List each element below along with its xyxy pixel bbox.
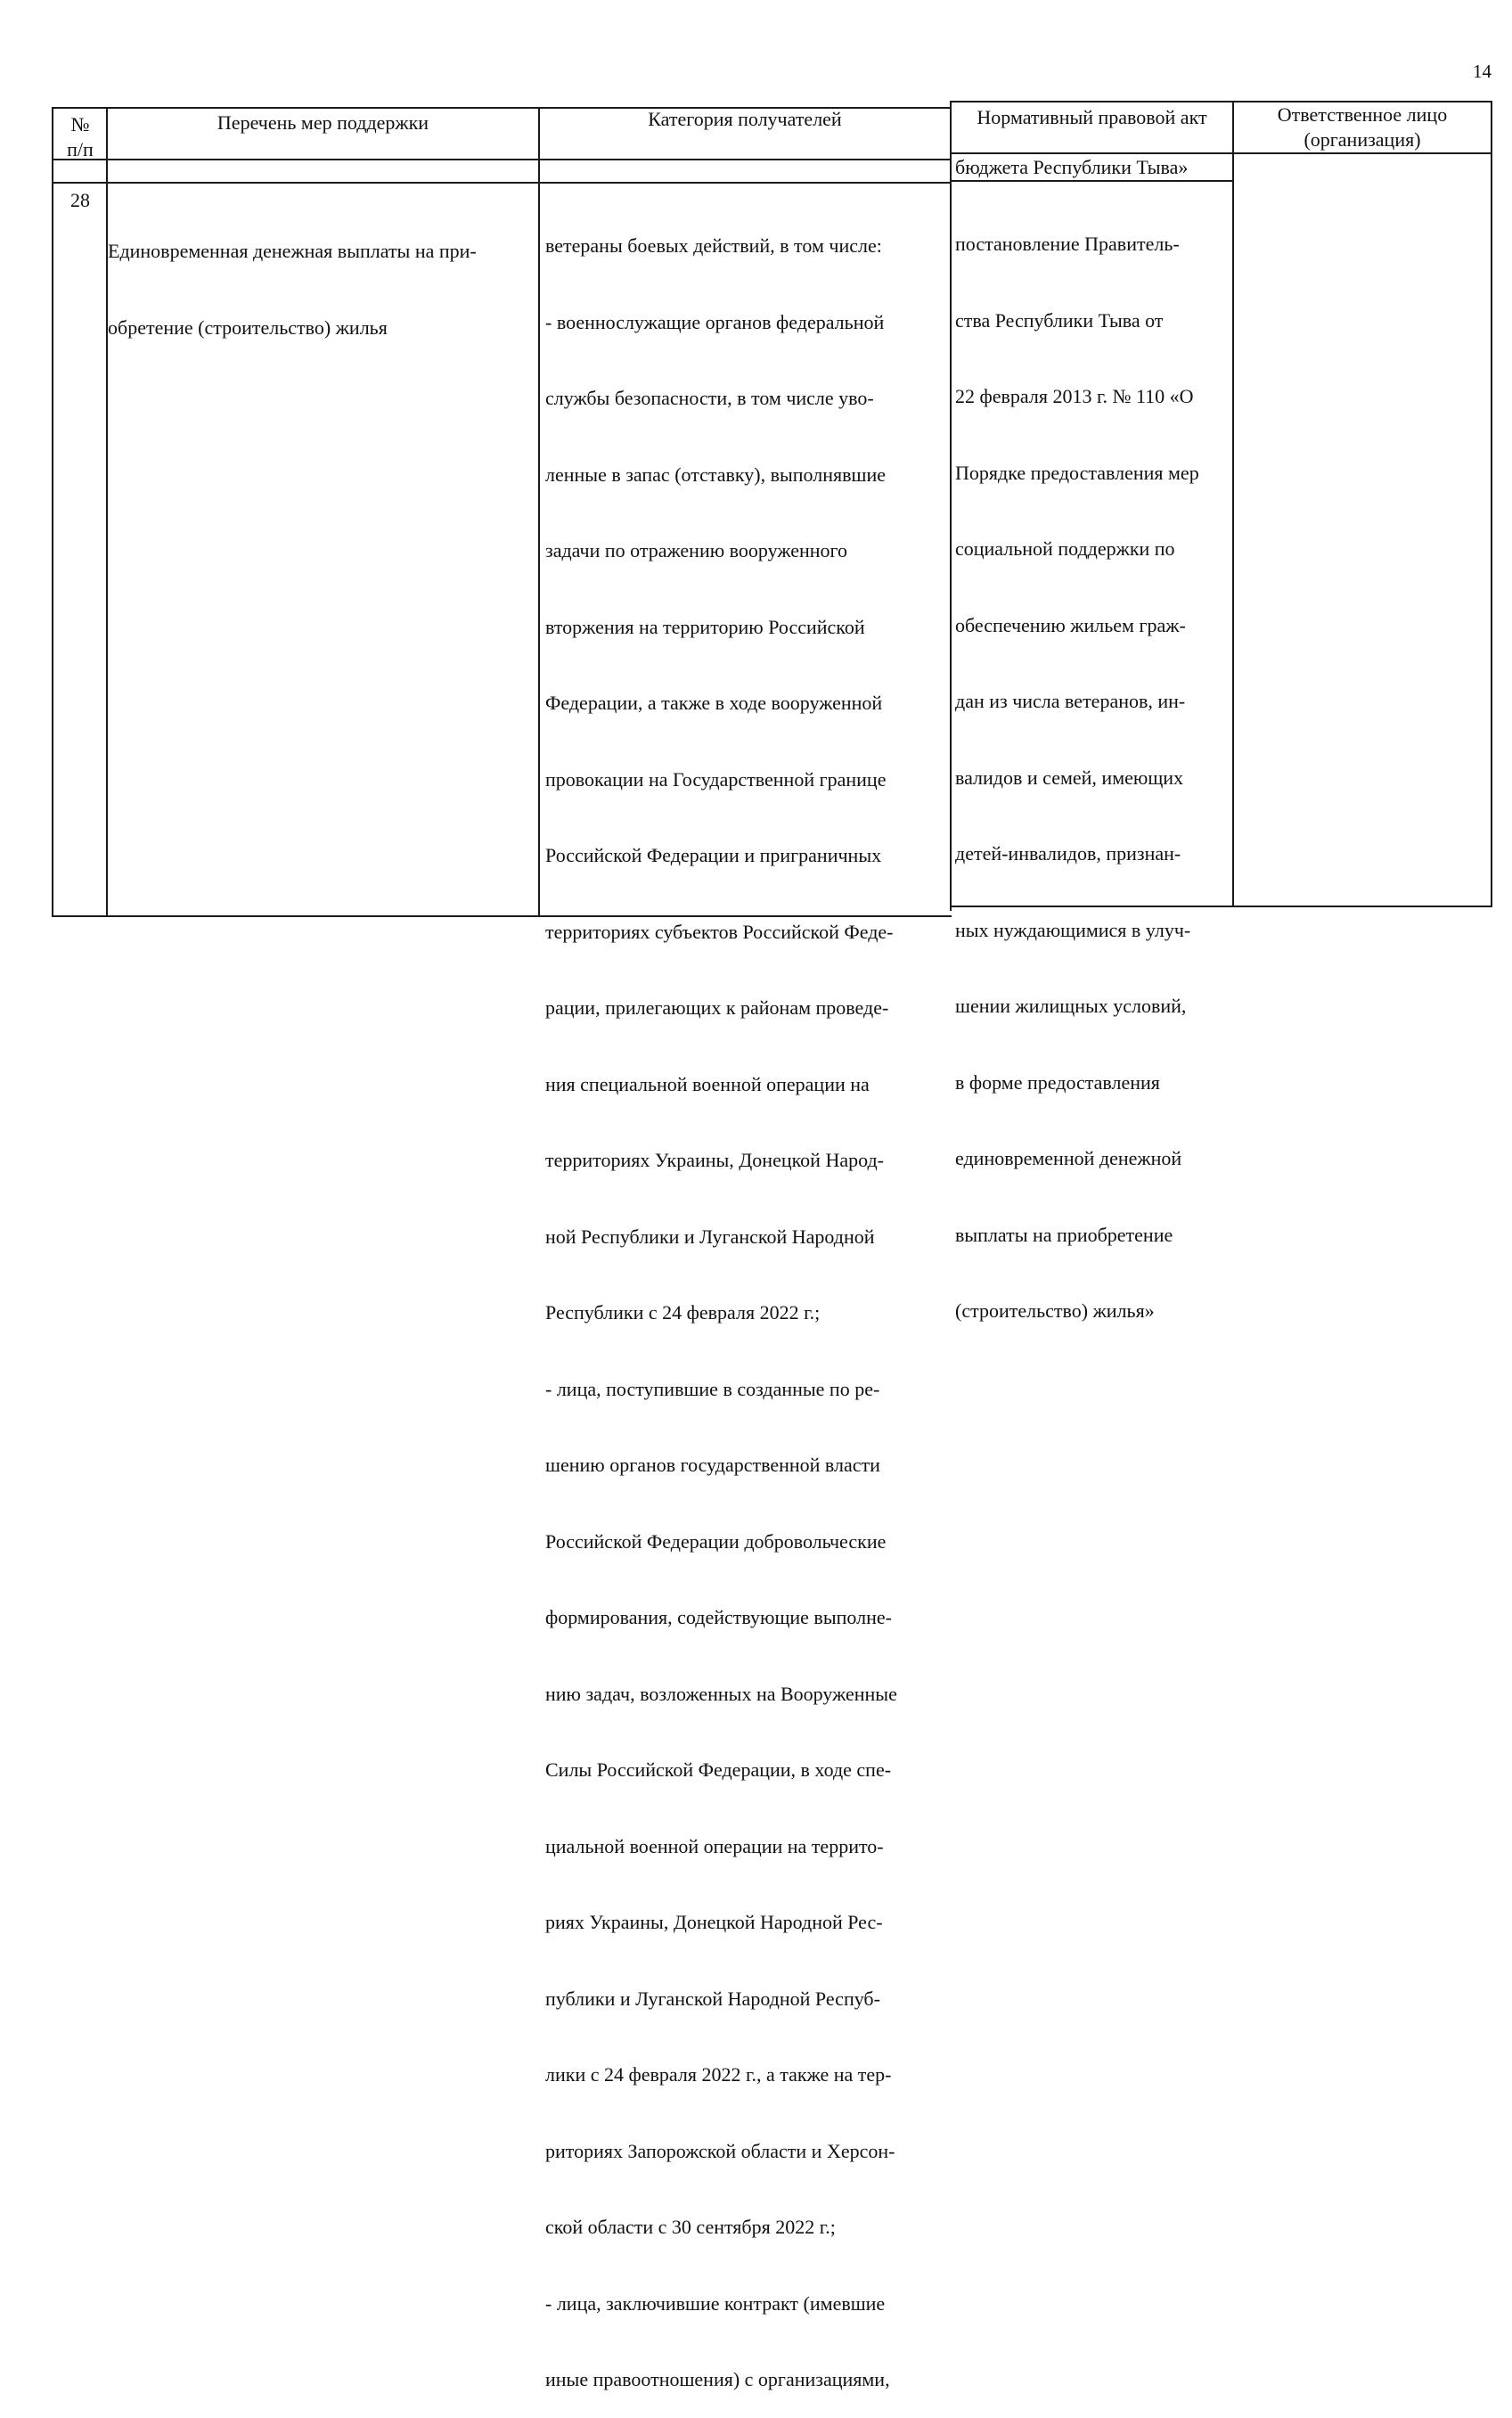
- category-line: провокации на Государственной границе: [545, 767, 887, 791]
- act-line: единовременной денежной: [955, 1147, 1182, 1169]
- category-line: Республики с 24 февраля 2022 г.;: [545, 1301, 821, 1324]
- header-num: [53, 112, 107, 162]
- act-line: (строительство) жилья»: [955, 1299, 1155, 1322]
- category-line: Силы Российской Федерации, в ходе спе-: [545, 1758, 892, 1781]
- header-bottom-line-right: [952, 152, 1492, 154]
- header-responsible-line: Ответственное лицо: [1277, 103, 1448, 126]
- act-line: 22 февраля 2013 г. № 110 «О: [955, 385, 1194, 407]
- act-line: Порядке предоставления мер: [955, 461, 1199, 484]
- header-category: Категория получателей: [648, 108, 842, 130]
- col-border-4: [1232, 101, 1234, 907]
- category-line: - военнослужащие органов федеральной: [545, 310, 885, 333]
- act-line: детей-инвалидов, признан-: [955, 842, 1181, 865]
- header-act: Нормативный правовой акт: [977, 106, 1207, 128]
- category-line: территориях Украины, Донецкой Народ-: [545, 1149, 884, 1171]
- col-border-3: [950, 101, 952, 911]
- header-responsible: [1234, 102, 1491, 152]
- act-line: дан из числа ветеранов, ин-: [955, 690, 1186, 712]
- row-act: [955, 181, 1199, 1349]
- category-line: - лица, поступившие в созданные по ре-: [545, 1377, 880, 1400]
- header-responsible-line: (организация): [1304, 128, 1421, 151]
- category-line: риториях Запорожской области и Херсон-: [545, 2139, 895, 2162]
- act-line: социальной поддержки по: [955, 537, 1175, 560]
- category-line: - лица, заключившие контракт (имевшие: [545, 2291, 886, 2315]
- category-line: Российской Федерации и приграничных: [545, 844, 882, 866]
- category-line: иные правоотношения) с организациями,: [545, 2368, 890, 2390]
- category-line: службы безопасности, в том числе уво-: [545, 387, 874, 409]
- category-line: ния специальной военной операции на: [545, 1072, 870, 1095]
- category-line: ветераны боевых действий, в том числе:: [545, 234, 882, 257]
- category-line: задачи по отражению вооруженного: [545, 539, 848, 561]
- category-line: Федерации, а также в ходе вооруженной: [545, 692, 883, 714]
- col-border-2: [538, 107, 540, 917]
- header-measures: Перечень мер поддержки: [217, 111, 429, 134]
- category-line: ленные в запас (отставку), выполнявшие: [545, 463, 887, 486]
- category-line: лики с 24 февраля 2022 г., а также на тер-: [545, 2063, 892, 2086]
- row-measures: [108, 188, 477, 366]
- act-line: валидов и семей, имеющих: [955, 766, 1184, 789]
- category-line: вторжения на территорию Российской: [545, 615, 865, 638]
- act-line: ства Республики Тыва от: [955, 308, 1164, 332]
- measures-line: Единовременная денежная выплаты на при-: [108, 240, 477, 262]
- act-line: в форме предоставления: [955, 1070, 1160, 1094]
- col-border-right: [1491, 101, 1492, 907]
- act-line: обеспечению жильем граж-: [955, 613, 1186, 636]
- row-category: [545, 183, 897, 2418]
- act-line: ных нуждающимися в улуч-: [955, 918, 1191, 941]
- category-line: территориях субъектов Российской Феде-: [545, 920, 894, 943]
- header-num-line: №: [70, 113, 90, 135]
- category-line: Российской Федерации добровольческие: [545, 1529, 887, 1553]
- header-bottom-line-left: [52, 159, 952, 160]
- category-line: риях Украины, Донецкой Народной Рес-: [545, 1911, 883, 1933]
- act-line: постановление Правитель-: [955, 233, 1180, 255]
- category-line: рации, прилегающих к районам проведе-: [545, 996, 889, 1019]
- category-line: ской области с 30 сентября 2022 г.;: [545, 2216, 836, 2238]
- category-line: циальной военной операции на террито-: [545, 1834, 884, 1857]
- category-line: публики и Луганской Народной Респуб-: [545, 1987, 880, 2010]
- category-line: ной Республики и Луганской Народной: [545, 1225, 875, 1248]
- page-number: 14: [1473, 61, 1492, 82]
- continuation-act: бюджета Республики Тыва»: [955, 156, 1189, 178]
- act-line: выплаты на приобретение: [955, 1223, 1173, 1246]
- category-line: нию задач, возложенных на Вооруженные: [545, 1682, 897, 1705]
- category-line: формирования, содействующие выполне-: [545, 1606, 892, 1628]
- measures-line: обретение (строительство) жилья: [108, 316, 388, 339]
- header-num-line: п/п: [67, 138, 94, 160]
- col-border-left: [52, 107, 53, 917]
- row-num: 28: [70, 189, 90, 211]
- category-line: шению органов государственной власти: [545, 1454, 880, 1476]
- act-line: шении жилищных условий,: [955, 995, 1187, 1017]
